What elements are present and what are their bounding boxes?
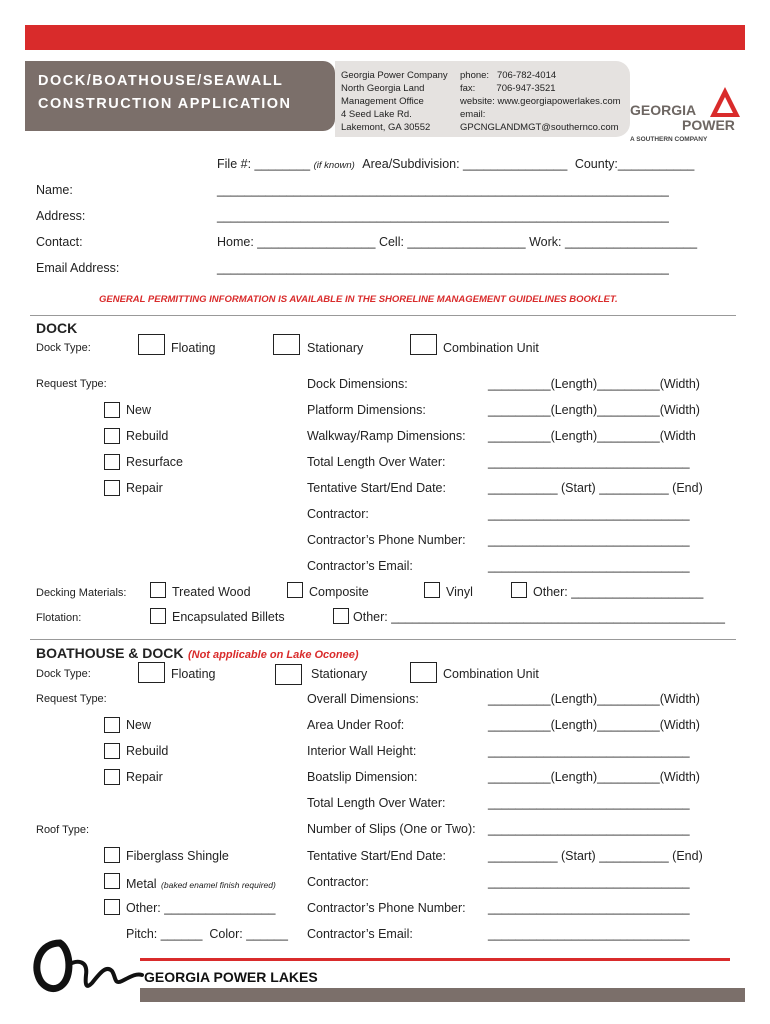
roof-metal-note: (baked enamel finish required) xyxy=(161,880,276,890)
decking-other-field[interactable]: Other: ___________________ xyxy=(533,585,704,599)
dock-field-input[interactable]: _____________________________ xyxy=(488,507,690,521)
dock-field-input[interactable]: _____________________________ xyxy=(488,559,690,573)
boathouse-field-label: Contractor’s Email: xyxy=(307,927,413,941)
section-divider xyxy=(30,315,736,316)
boathouse-field-label: Area Under Roof: xyxy=(307,718,405,732)
contact-label: Contact: xyxy=(36,235,83,249)
section-divider xyxy=(30,639,736,640)
dock-heading: DOCK xyxy=(36,320,78,336)
boathouse-field-label: Total Length Over Water: xyxy=(307,796,446,810)
page-title-line1: DOCK/BOATHOUSE/SEAWALL xyxy=(38,73,284,89)
roof-pitch-color-field[interactable]: Pitch: ______ Color: ______ xyxy=(126,927,288,941)
decking-composite-checkbox[interactable] xyxy=(287,582,303,598)
address-field[interactable]: _________________________________________________________________ xyxy=(217,209,669,223)
boathouse-field-input[interactable]: _____________________________ xyxy=(488,927,690,941)
address-line: Lakemont, GA 30552 xyxy=(341,122,431,133)
email-link[interactable]: GPCNGLANDMGT@southernco.com xyxy=(460,122,619,133)
boathouse-field-label: Number of Slips (One or Two): xyxy=(307,822,476,836)
dock-request-resurface-label: Resurface xyxy=(126,455,183,469)
boathouse-field-input[interactable]: _________(Length)_________(Width) xyxy=(488,718,700,732)
decking-treated-wood-checkbox[interactable] xyxy=(150,582,166,598)
decking-treated-wood-label: Treated Wood xyxy=(172,585,251,599)
dock-field-label: Total Length Over Water: xyxy=(307,455,446,469)
address-line: North Georgia Land xyxy=(341,83,425,94)
dock-type-floating-label: Floating xyxy=(171,341,216,355)
boathouse-heading-row xyxy=(36,645,359,663)
boathouse-field-input[interactable]: _____________________________ xyxy=(488,901,690,915)
boathouse-request-type-label: Request Type: xyxy=(36,693,107,705)
georgia-power-logo xyxy=(630,85,745,145)
dock-request-new-checkbox[interactable] xyxy=(104,402,120,418)
boathouse-heading: BOATHOUSE & DOCK xyxy=(36,645,184,661)
roof-other-checkbox[interactable] xyxy=(104,899,120,915)
boathouse-type-combination-checkbox[interactable] xyxy=(410,662,437,683)
boathouse-field-input[interactable]: _____________________________ xyxy=(488,744,690,758)
county-field[interactable]: County:___________ xyxy=(574,157,695,171)
dock-type-combination-checkbox[interactable] xyxy=(410,334,437,355)
email-address-label: Email Address: xyxy=(36,261,120,275)
boathouse-dock-type-label: Dock Type: xyxy=(36,668,91,680)
boathouse-field-label: Interior Wall Height: xyxy=(307,744,417,758)
boathouse-field-label: Contractor’s Phone Number: xyxy=(307,901,466,915)
dock-type-combination-label: Combination Unit xyxy=(443,341,539,355)
address-label: Address: xyxy=(36,209,86,223)
boathouse-type-stationary-checkbox[interactable] xyxy=(275,664,302,685)
email-label: email: xyxy=(460,109,486,120)
roof-metal-label: Metal xyxy=(126,877,157,891)
contact-phone-fields[interactable]: Home: _________________ Cell: _________________ Work: ___________________ xyxy=(217,235,698,249)
page-title-line2: CONSTRUCTION APPLICATION xyxy=(38,96,292,112)
boathouse-field-input[interactable]: _____________________________ xyxy=(488,796,690,810)
logo-text-power: POWER xyxy=(682,117,735,133)
name-label: Name: xyxy=(36,183,73,197)
footer-red-line xyxy=(140,958,730,961)
dock-field-label: Walkway/Ramp Dimensions: xyxy=(307,429,466,443)
dock-field-label: Contractor’s Phone Number: xyxy=(307,533,466,547)
dock-field-label: Dock Dimensions: xyxy=(307,377,408,391)
phone-text: phone: 706-782-4014 xyxy=(460,70,557,81)
boathouse-field-label: Boatslip Dimension: xyxy=(307,770,418,784)
roof-fiberglass-checkbox[interactable] xyxy=(104,847,120,863)
decking-vinyl-checkbox[interactable] xyxy=(424,582,440,598)
office-address xyxy=(341,69,448,134)
dock-field-label: Contractor’s Email: xyxy=(307,559,413,573)
dock-request-type-label: Request Type: xyxy=(36,378,107,390)
dock-field-label: Platform Dimensions: xyxy=(307,403,426,417)
decking-vinyl-label: Vinyl xyxy=(446,585,473,599)
boathouse-field-input[interactable]: __________ (Start) __________ (End) xyxy=(488,849,703,863)
decking-composite-label: Composite xyxy=(309,585,369,599)
dock-field-input[interactable]: __________ (Start) __________ (End) xyxy=(488,481,703,495)
boathouse-field-input[interactable]: _____________________________ xyxy=(488,875,690,889)
fax-text: fax: 706-947-3521 xyxy=(460,83,556,94)
footer-gray-band xyxy=(140,988,745,1002)
dock-type-floating-checkbox[interactable] xyxy=(138,334,165,355)
flotation-encapsulated-billets-label: Encapsulated Billets xyxy=(172,610,285,624)
dock-type-stationary-checkbox[interactable] xyxy=(273,334,300,355)
footer-brand: GEORGIA POWER LAKES xyxy=(144,969,318,985)
office-contact xyxy=(460,69,621,134)
boathouse-note: (Not applicable on Lake Oconee) xyxy=(187,649,359,661)
boathouse-field-input[interactable]: _________(Length)_________(Width) xyxy=(488,692,700,706)
logo-flame-icon xyxy=(708,85,742,119)
dock-field-label: Tentative Start/End Date: xyxy=(307,481,446,495)
logo-text-georgia: GEORGIA xyxy=(630,102,697,118)
boathouse-request-rebuild-checkbox[interactable] xyxy=(104,743,120,759)
flotation-other-checkbox[interactable] xyxy=(333,608,349,624)
file-number-field[interactable]: File #: ________ xyxy=(217,157,311,171)
boathouse-request-repair-checkbox[interactable] xyxy=(104,769,120,785)
boathouse-type-stationary-label: Stationary xyxy=(311,667,368,681)
flotation-encapsulated-billets-checkbox[interactable] xyxy=(150,608,166,624)
top-red-band xyxy=(25,25,745,50)
roof-fiberglass-label: Fiberglass Shingle xyxy=(126,849,229,863)
address-line: Management Office xyxy=(341,96,424,107)
boathouse-request-new-checkbox[interactable] xyxy=(104,717,120,733)
dock-field-input[interactable]: _____________________________ xyxy=(488,455,690,469)
dock-type-stationary-label: Stationary xyxy=(307,341,364,355)
file-number-row xyxy=(217,157,694,171)
boathouse-field-input[interactable]: _________(Length)_________(Width) xyxy=(488,770,700,784)
address-line: 4 Seed Lake Rd. xyxy=(341,109,412,120)
website-link[interactable]: website: www.georgiapowerlakes.com xyxy=(460,96,621,107)
roof-metal-checkbox[interactable] xyxy=(104,873,120,889)
dock-request-repair-label: Repair xyxy=(126,481,163,495)
boathouse-type-floating-label: Floating xyxy=(171,667,216,681)
dock-field-input[interactable]: _____________________________ xyxy=(488,533,690,547)
logo-subtext: A SOUTHERN COMPANY xyxy=(630,136,708,143)
boathouse-field-label: Tentative Start/End Date: xyxy=(307,849,446,863)
boathouse-request-rebuild-label: Rebuild xyxy=(126,744,169,758)
dock-request-repair-checkbox[interactable] xyxy=(104,480,120,496)
name-field[interactable]: _________________________________________________________________ xyxy=(217,183,669,197)
flotation-label: Flotation: xyxy=(36,612,82,624)
permitting-notice: GENERAL PERMITTING INFORMATION IS AVAILABLE IN THE SHORELINE MANAGEMENT GUIDELINES BOOKLET. xyxy=(99,294,618,305)
boathouse-field-label: Contractor: xyxy=(307,875,369,889)
boathouse-type-floating-checkbox[interactable] xyxy=(138,662,165,683)
boathouse-request-repair-label: Repair xyxy=(126,770,163,784)
boathouse-field-input[interactable]: _____________________________ xyxy=(488,822,690,836)
lakes-script-logo-icon xyxy=(30,935,145,997)
dock-field-input[interactable]: _________(Length)_________(Width) xyxy=(488,377,700,391)
dock-request-new-label: New xyxy=(126,403,152,417)
roof-type-label: Roof Type: xyxy=(36,824,89,836)
file-number-note: (if known) xyxy=(313,160,355,171)
dock-request-rebuild-checkbox[interactable] xyxy=(104,428,120,444)
roof-other-field[interactable]: Other: ________________ xyxy=(126,901,276,915)
area-subdivision-field[interactable]: Area/Subdivision: _______________ xyxy=(362,157,568,171)
dock-request-rebuild-label: Rebuild xyxy=(126,429,169,443)
dock-type-label: Dock Type: xyxy=(36,342,91,354)
decking-materials-label: Decking Materials: xyxy=(36,587,127,599)
flotation-other-field[interactable]: Other: ________________________________________________ xyxy=(353,610,725,624)
boathouse-field-label: Overall Dimensions: xyxy=(307,692,419,706)
email-address-field[interactable]: _________________________________________________________________ xyxy=(217,261,669,275)
boathouse-type-combination-label: Combination Unit xyxy=(443,667,539,681)
dock-field-input[interactable]: _________(Length)_________(Width xyxy=(488,429,696,443)
boathouse-request-new-label: New xyxy=(126,718,152,732)
address-line: Georgia Power Company xyxy=(341,70,448,81)
roof-metal-row xyxy=(126,875,276,893)
dock-field-label: Contractor: xyxy=(307,507,369,521)
dock-field-input[interactable]: _________(Length)_________(Width) xyxy=(488,403,700,417)
dock-request-resurface-checkbox[interactable] xyxy=(104,454,120,470)
decking-other-checkbox[interactable] xyxy=(511,582,527,598)
